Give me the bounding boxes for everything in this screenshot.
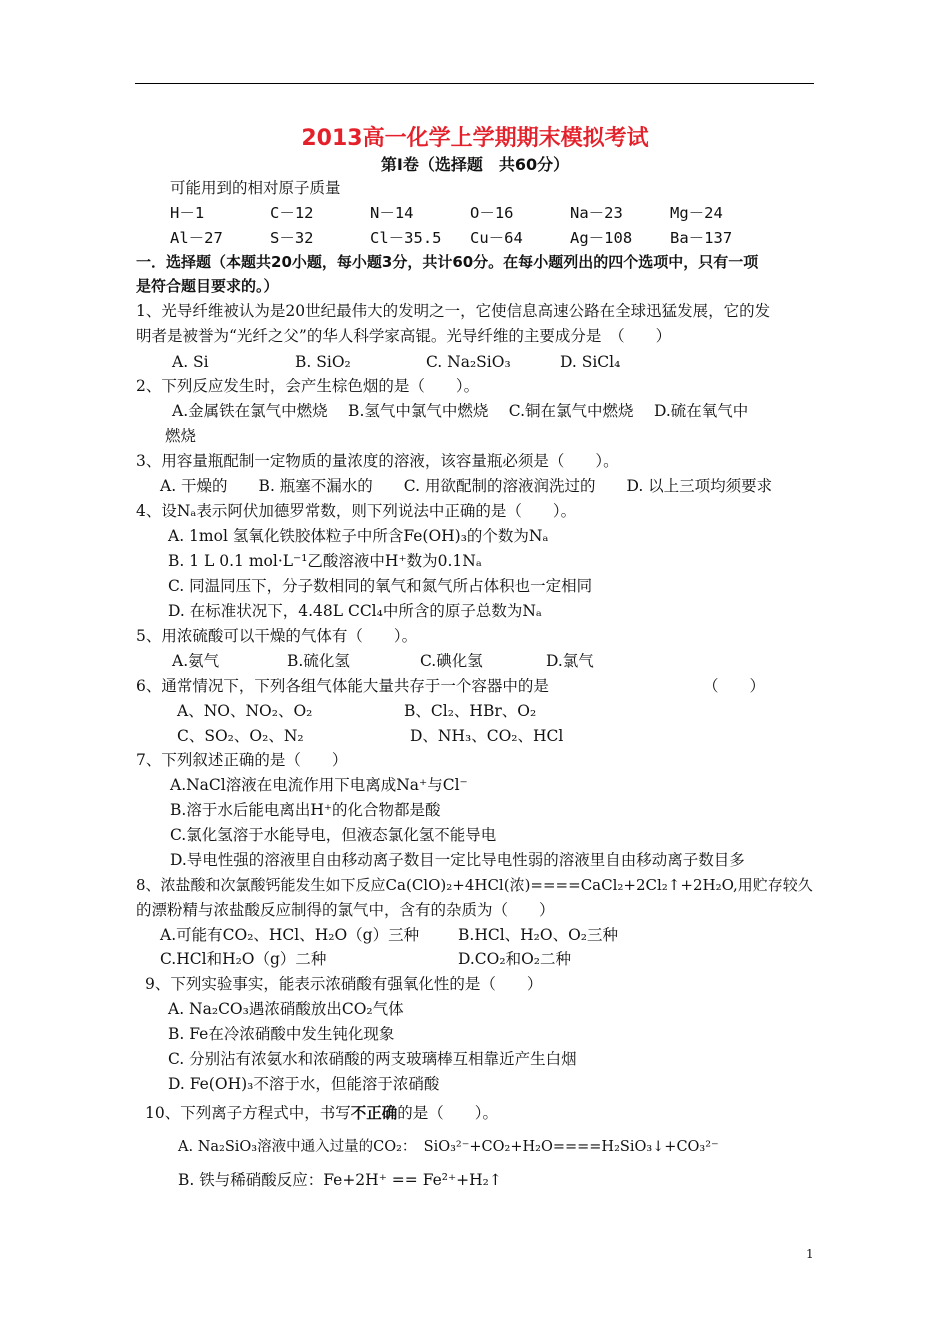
atomic-mass-ba: Ba－137 [670, 229, 733, 247]
q6-option-c: C、SO₂、O₂、N₂ [177, 727, 304, 745]
q9-option-b: B. Fe在冷浓硝酸中发生钝化现象 [168, 1025, 395, 1043]
q10-stem-emphasis: 不正确 [350, 1104, 398, 1122]
q9-option-a: A. Na₂CO₃遇浓硝酸放出CO₂气体 [168, 1000, 404, 1018]
q9-stem: 9、下列实验事实，能表示浓硝酸有强氧化性的是（ ） [145, 975, 543, 993]
q2-options-cont: 燃烧 [165, 427, 197, 445]
q4-option-b: B. 1 L 0.1 mol·L⁻¹乙酸溶液中H⁺数为0.1Nₐ [168, 552, 482, 570]
q1-stem-cont: 明者是被誉为“光纤之父”的华人科学家高锟。光导纤维的主要成分是 （ ） [136, 327, 672, 345]
q5-option-a: A.氨气 [172, 652, 220, 670]
atomic-mass-na: Na－23 [570, 204, 623, 222]
atomic-mass-cl: Cl－35.5 [370, 229, 442, 247]
q1-option-a: A. Si [172, 353, 209, 371]
q5-option-d: D.氯气 [546, 652, 594, 670]
q9-option-d: D. Fe(OH)₃不溶于水，但能溶于浓硝酸 [168, 1075, 440, 1093]
q6-option-b: B、Cl₂、HBr、O₂ [404, 702, 537, 720]
q7-stem: 7、下列叙述正确的是（ ） [136, 751, 348, 769]
q9-option-c: C. 分别沾有浓氨水和浓硝酸的两支玻璃棒互相靠近产生白烟 [168, 1050, 577, 1068]
atomic-mass-h: H－1 [170, 204, 205, 222]
q8-stem: 8、浓盐酸和次氯酸钙能发生如下反应Ca(ClO)₂+4HCl(浓)====CaCl₂+2Cl₂↑+2H₂O,用贮存较久 [136, 876, 813, 894]
page-title: 2013高一化学上学期期末模拟考试 [301, 126, 649, 151]
q8-option-b: B.HCl、H₂O、O₂三种 [458, 926, 619, 944]
q7-option-c: C.氯化氢溶于水能导电，但液态氯化氢不能导电 [170, 826, 497, 844]
q1-stem: 1、光导纤维被认为是20世纪最伟大的发明之一，它使信息高速公路在全球迅猛发展，它的发 [136, 302, 771, 320]
q5-option-c: C.碘化氢 [420, 652, 483, 670]
atomic-mass-s: S－32 [270, 229, 314, 247]
q5-stem: 5、用浓硫酸可以干燥的气体有（ ）。 [136, 627, 418, 645]
q8-option-a: A.可能有CO₂、HCl、H₂O（g）三种 [160, 926, 420, 944]
atomic-mass-mg: Mg－24 [670, 204, 723, 222]
q8-option-c: C.HCl和H₂O（g）二种 [160, 950, 327, 968]
section-subtitle: 第Ⅰ卷（选择题 共60分） [380, 155, 570, 174]
q8-stem-cont: 的漂粉精与浓盐酸反应制得的氯气中，含有的杂质为（ ） [136, 901, 555, 919]
atomic-mass-c: C－12 [270, 204, 314, 222]
q8-option-d: D.CO₂和O₂二种 [458, 950, 572, 968]
atomic-mass-ag: Ag－108 [570, 229, 633, 247]
q2-stem: 2、下列反应发生时，会产生棕色烟的是（ ）。 [136, 377, 480, 395]
q4-option-d: D. 在标准状况下，4.48L CCl₄中所含的原子总数为Nₐ [168, 602, 542, 620]
q10-stem-pre: 10、下列离子方程式中，书写 [145, 1104, 351, 1122]
section-heading: 一．选择题（本题共20小题，每小题3分，共计60分。在每小题列出的四个选项中，只有一项 [136, 253, 759, 271]
q7-option-a: A.NaCl溶液在电流作用下电离成Na⁺与Cl⁻ [170, 776, 468, 794]
q7-option-b: B.溶于水后能电离出H⁺的化合物都是酸 [170, 801, 441, 819]
q10-option-a: A. Na₂SiO₃溶液中通入过量的CO₂： SiO₃²⁻+CO₂+H₂O====H₂SiO₃↓+CO₃²⁻ [178, 1139, 719, 1155]
q5-option-b: B.硫化氢 [287, 652, 350, 670]
q1-option-c: C. Na₂SiO₃ [426, 353, 511, 371]
q4-option-c: C. 同温同压下，分子数相同的氧气和氮气所占体积也一定相同 [168, 577, 593, 595]
q10-stem-post: 的是（ ）。 [397, 1104, 499, 1122]
q1-option-b: B. SiO₂ [295, 353, 351, 371]
q6-option-d: D、NH₃、CO₂、HCl [410, 727, 564, 745]
q7-option-d: D.导电性强的溶液里自由移动离子数目一定比导电性弱的溶液里自由移动离子数目多 [170, 851, 745, 869]
q1-option-d: D. SiCl₄ [560, 353, 621, 371]
q6-stem: 6、通常情况下，下列各组气体能大量共存于一个容器中的是 [136, 677, 549, 695]
atomic-mass-cu: Cu－64 [470, 229, 523, 247]
section-heading-cont: 是符合题目要求的。） [136, 277, 279, 295]
atomic-mass-al: Al－27 [170, 229, 223, 247]
atomic-mass-heading: 可能用到的相对原子质量 [170, 179, 341, 197]
q6-answer-paren: （ ） [703, 677, 766, 695]
q4-option-a: A. 1mol 氢氧化铁胶体粒子中所含Fe(OH)₃的个数为Nₐ [168, 527, 549, 545]
q10-stem [145, 1103, 498, 1123]
q3-stem: 3、用容量瓶配制一定物质的量浓度的溶液，该容量瓶必须是（ ）。 [136, 452, 619, 470]
q6-option-a: A、NO、NO₂、O₂ [177, 702, 313, 720]
q2-options: A.金属铁在氯气中燃烧 B.氢气中氯气中燃烧 C.铜在氯气中燃烧 D.硫在氧气中 [172, 402, 749, 420]
header-rule [135, 83, 814, 84]
atomic-mass-o: O－16 [470, 204, 514, 222]
atomic-mass-n: N－14 [370, 204, 414, 222]
q4-stem: 4、设Nₐ表示阿伏加德罗常数，则下列说法中正确的是（ ）。 [136, 502, 577, 520]
q3-options: A. 干燥的 B. 瓶塞不漏水的 C. 用欲配制的溶液润洗过的 D. 以上三项均须要求 [160, 477, 773, 495]
page-number: 1 [806, 1247, 814, 1261]
q10-option-b: B. 铁与稀硝酸反应：Fe+2H⁺ == Fe²⁺+H₂↑ [178, 1171, 502, 1189]
